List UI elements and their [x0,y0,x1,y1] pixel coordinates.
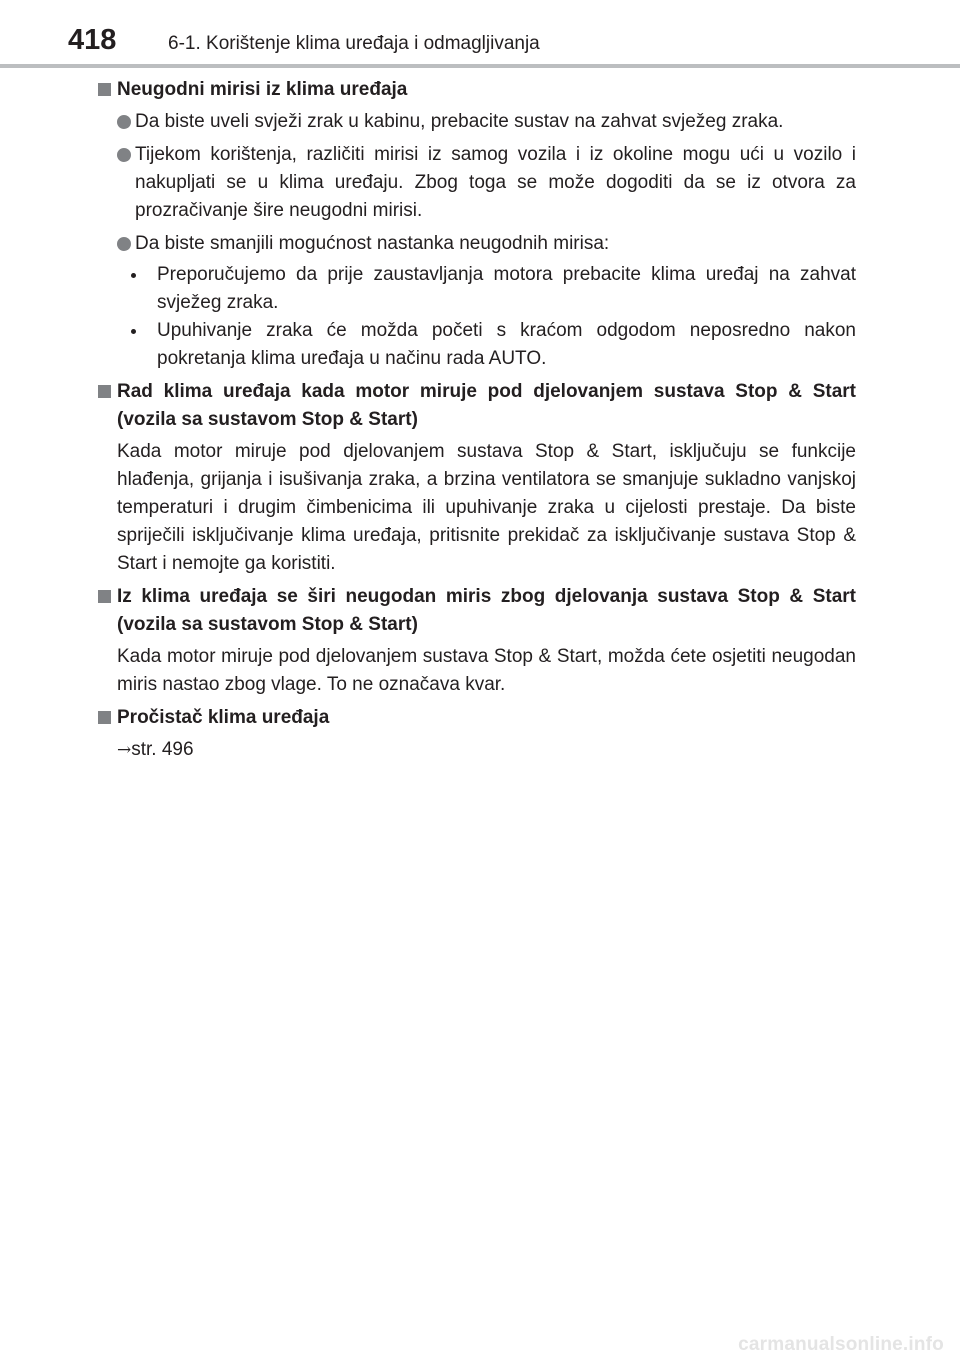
section-heading [96,583,856,639]
section-unpleasant-odors [96,76,856,373]
arrow-right-icon: → [117,740,132,760]
section-stop-start-odor [96,583,856,699]
square-icon [98,711,111,724]
list-item-text: Da biste smanjili mogućnost nastanka neugodnih mirisa: [135,233,610,254]
list-item [96,108,856,136]
list-item-text: Tijekom korištenja, različiti mirisi iz samog vozila i iz okoline mogu ući u vozilo i nakupljati se u klima uređaju. Zbog toga se može dogoditi da se iz otvora za prozračivanje šire neugodni mirisi. [135,144,856,221]
section-air-filter [96,704,856,764]
section-body: Kada motor miruje pod djelovanjem sustava Stop & Start, možda ćete osjetiti neugodan miris nastao zbog vlage. To ne označava kvar. [117,646,856,695]
sub-list-item [117,261,856,317]
page-reference-text[interactable]: str. 496 [131,739,194,760]
page-number: 418 [68,24,117,56]
header-divider [0,64,960,68]
section-heading-text: Neugodni mirisi iz klima uređaja [117,79,408,100]
circle-icon [117,237,131,251]
circle-icon [117,115,131,129]
section-stop-start-operation [96,378,856,578]
list-item [96,141,856,225]
dot-icon [131,329,136,334]
section-heading-text: Rad klima uređaja kada motor miruje pod djelovanjem sustava Stop & Start (vozila sa sustavom Stop & Start) [117,381,856,430]
section-heading [96,704,856,732]
square-icon [98,590,111,603]
sub-list-item-text: Preporučujemo da prije zaustavljanja motora prebacite klima uređaj na zahvat svježeg zraka. [157,264,856,313]
square-icon [98,385,111,398]
section-heading-text: Pročistač klima uređaja [117,707,330,728]
list-item [96,230,856,258]
section-heading [96,378,856,434]
square-icon [98,83,111,96]
section-heading-text: Iz klima uređaja se širi neugodan miris zbog djelovanja sustava Stop & Start (vozila sa sustavom Stop & Start) [117,586,856,635]
watermark: carmanualsonline.info [738,1334,944,1355]
section-body: Kada motor miruje pod djelovanjem sustava Stop & Start, isključuju se funkcije hlađenja, grijanja i isušivanja zraka, a brzina ventilatora se smanjuje sukladno vanjskoj temperaturi i drugim čimbenicima ili upuhivanje zraka u cijelosti prestaje. Da biste spriječili isključivanje klima uređaja, pritisnite prekidač za isključivanje sustava Stop & Start i nemojte ga koristiti. [117,441,856,574]
circle-icon [117,148,131,162]
page-header [0,0,960,70]
chapter-title: 6-1. Korištenje klima uređaja i odmagljivanja [168,33,540,54]
dot-icon [131,273,136,278]
sub-list [96,261,856,373]
section-heading [96,76,856,104]
sub-list-item [117,317,856,373]
sub-list-item-text: Upuhivanje zraka će možda početi s kraćom odgodom neposredno nakon pokretanja klima uređaja u načinu rada AUTO. [157,320,856,369]
page-reference[interactable] [96,736,856,764]
list-item-text: Da biste uveli svježi zrak u kabinu, prebacite sustav na zahvat svježeg zraka. [135,111,784,132]
page-content [96,76,856,769]
